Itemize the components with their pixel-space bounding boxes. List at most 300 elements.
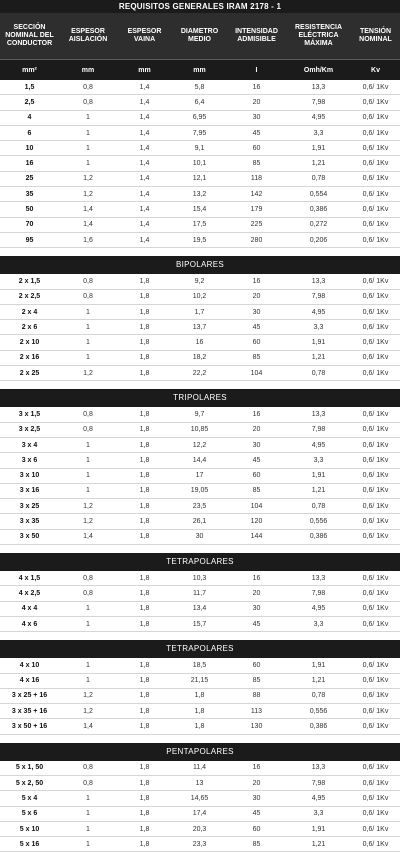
cell-diametro: 12,2 [192, 441, 207, 449]
cell-intensidad: 60 [252, 339, 261, 347]
cell-seccion: 3 x 35 [19, 518, 40, 526]
cell-aislacion: 1 [86, 472, 90, 480]
cell-diametro: 17 [195, 472, 204, 480]
cell-resistencia: 7,98 [311, 589, 326, 597]
cell-tension: 0,6/ 1Kv [362, 190, 389, 198]
cell-diametro: 18,2 [192, 354, 207, 362]
cell-intensidad: 85 [252, 840, 261, 848]
cell-seccion: 3 x 2,5 [18, 426, 41, 434]
cell-aislacion: 0,8 [83, 277, 93, 285]
cell-seccion: 3 x 1,5 [18, 410, 41, 418]
table-row [0, 423, 400, 438]
cell-seccion: 2,5 [24, 98, 35, 106]
cell-vaina: 1,4 [139, 160, 150, 168]
table-row [0, 571, 400, 586]
group-title: TRIPOLARES [0, 389, 400, 407]
cell-intensidad: 45 [252, 810, 261, 818]
cell-tension: 0,6/ 1Kv [362, 502, 389, 510]
header-espesor-vaina: ESPESOR VAINA [127, 28, 162, 43]
cell-vaina: 1,8 [139, 354, 150, 362]
cell-intensidad: 88 [252, 692, 261, 700]
cell-tension: 0,6/ 1Kv [362, 533, 389, 541]
cell-vaina: 1,8 [139, 605, 150, 613]
table-row [0, 233, 400, 248]
cell-vaina: 1,8 [139, 764, 150, 772]
cell-resistencia: 7,98 [311, 779, 326, 787]
cell-aislacion: 1 [86, 129, 90, 137]
cell-aislacion: 1,4 [83, 221, 93, 229]
cell-seccion: 5 x 1, 50 [15, 764, 44, 772]
cell-resistencia: 7,98 [311, 293, 326, 301]
cell-vaina: 1,8 [139, 487, 150, 495]
cell-vaina: 1,8 [139, 794, 150, 802]
cell-resistencia: 1,91 [311, 144, 326, 152]
cell-resistencia: 0,206 [309, 236, 328, 244]
cell-vaina: 1,8 [139, 707, 150, 715]
cell-diametro: 23,3 [192, 840, 207, 848]
table-row [0, 172, 400, 187]
cell-vaina: 1,8 [139, 456, 150, 464]
cell-aislacion: 1,2 [83, 707, 93, 715]
cell-vaina: 1,8 [139, 779, 150, 787]
cell-diametro: 22,2 [192, 369, 207, 377]
cell-aislacion: 0,8 [83, 779, 93, 787]
table-row [0, 822, 400, 837]
cell-diametro: 6,4 [194, 98, 205, 106]
cell-seccion: 2 x 2,5 [18, 293, 41, 301]
cell-diametro: 19,5 [192, 236, 207, 244]
cell-resistencia: 0,386 [309, 206, 328, 214]
cell-vaina: 1,8 [139, 692, 150, 700]
table-row [0, 274, 400, 289]
cell-seccion: 50 [25, 206, 34, 214]
cell-seccion: 5 x 10 [19, 825, 40, 833]
cell-vaina: 1,8 [139, 369, 150, 377]
cell-intensidad: 30 [252, 441, 261, 449]
cell-aislacion: 1 [86, 114, 90, 122]
cell-intensidad: 85 [252, 160, 261, 168]
table-row [0, 80, 400, 95]
cell-tension: 0,6/ 1Kv [362, 83, 389, 91]
cell-seccion: 4 [27, 114, 32, 122]
cell-resistencia: 13,3 [311, 410, 326, 418]
cell-resistencia: 1,21 [311, 840, 326, 848]
cell-aislacion: 1 [86, 354, 90, 362]
cell-diametro: 13 [195, 779, 204, 787]
cell-diametro: 13,7 [192, 323, 207, 331]
cell-aislacion: 1 [86, 661, 90, 669]
cell-aislacion: 1 [86, 794, 90, 802]
table-body [0, 80, 400, 852]
units-row [0, 60, 400, 80]
cell-intensidad: 16 [252, 83, 261, 91]
header-espesor-aislacion: ESPESOR AISLACIÓN [68, 28, 108, 43]
table-row [0, 586, 400, 601]
cell-diametro: 12,1 [192, 175, 207, 183]
cell-tension: 0,6/ 1Kv [362, 293, 389, 301]
cell-resistencia: 1,21 [311, 160, 326, 168]
cell-resistencia: 7,98 [311, 98, 326, 106]
table-row [0, 776, 400, 791]
cell-seccion: 2 x 16 [19, 354, 40, 362]
table-row [0, 187, 400, 202]
cell-vaina: 1,8 [139, 533, 150, 541]
cell-aislacion: 1 [86, 323, 90, 331]
cell-diametro: 13,4 [192, 605, 207, 613]
cell-vaina: 1,8 [139, 323, 150, 331]
table-row [0, 837, 400, 852]
cell-diametro: 19,05 [190, 487, 209, 495]
cell-resistencia: 4,95 [311, 605, 326, 613]
cell-tension: 0,6/ 1Kv [362, 441, 389, 449]
cell-diametro: 14,65 [190, 794, 209, 802]
cell-intensidad: 144 [250, 533, 263, 541]
table-row [0, 602, 400, 617]
cell-intensidad: 120 [250, 518, 263, 526]
unit-seccion: mm² [22, 66, 37, 74]
cell-intensidad: 16 [252, 764, 261, 772]
cell-diametro: 5,8 [194, 83, 205, 91]
cell-tension: 0,6/ 1Kv [362, 277, 389, 285]
cell-tension: 0,6/ 1Kv [362, 175, 389, 183]
cell-tension: 0,6/ 1Kv [362, 605, 389, 613]
table-row [0, 791, 400, 806]
cell-intensidad: 16 [252, 277, 261, 285]
cell-seccion: 16 [25, 160, 34, 168]
cell-tension: 0,6/ 1Kv [362, 308, 389, 316]
cell-intensidad: 45 [252, 620, 261, 628]
cell-vaina: 1,4 [139, 129, 150, 137]
cell-resistencia: 0,78 [311, 692, 326, 700]
table-row [0, 719, 400, 734]
cell-resistencia: 3,3 [313, 456, 324, 464]
cell-tension: 0,6/ 1Kv [362, 236, 389, 244]
cell-intensidad: 20 [252, 293, 261, 301]
cell-intensidad: 104 [250, 502, 263, 510]
cell-intensidad: 179 [250, 206, 263, 214]
cell-seccion: 5 x 2, 50 [15, 779, 44, 787]
cell-seccion: 3 x 25 + 16 [11, 692, 48, 700]
cell-tension: 0,6/ 1Kv [362, 692, 389, 700]
cell-resistencia: 7,98 [311, 426, 326, 434]
cell-intensidad: 85 [252, 487, 261, 495]
cell-diametro: 9,1 [194, 144, 205, 152]
cell-vaina: 1,8 [139, 410, 150, 418]
cell-vaina: 1,8 [139, 441, 150, 449]
cell-resistencia: 1,91 [311, 661, 326, 669]
cell-diametro: 6,95 [192, 114, 207, 122]
cell-aislacion: 0,8 [83, 98, 93, 106]
cell-vaina: 1,8 [139, 574, 150, 582]
cell-tension: 0,6/ 1Kv [362, 354, 389, 362]
cell-seccion: 3 x 10 [19, 472, 40, 480]
cell-aislacion: 1,4 [83, 206, 93, 214]
cell-diametro: 20,3 [192, 825, 207, 833]
table-row [0, 499, 400, 514]
cell-resistencia: 3,3 [313, 620, 324, 628]
unit-vaina: mm [138, 66, 151, 74]
cell-resistencia: 13,3 [311, 764, 326, 772]
cell-diametro: 26,1 [192, 518, 207, 526]
cell-vaina: 1,8 [139, 426, 150, 434]
cell-resistencia: 3,3 [313, 129, 324, 137]
cell-resistencia: 0,78 [311, 175, 326, 183]
cell-tension: 0,6/ 1Kv [362, 456, 389, 464]
table-row [0, 126, 400, 141]
cell-aislacion: 1 [86, 456, 90, 464]
cell-tension: 0,6/ 1Kv [362, 518, 389, 526]
cell-tension: 0,6/ 1Kv [362, 339, 389, 347]
table-row [0, 484, 400, 499]
cell-intensidad: 113 [250, 707, 263, 715]
cell-resistencia: 1,21 [311, 354, 326, 362]
table-row [0, 95, 400, 110]
cell-tension: 0,6/ 1Kv [362, 825, 389, 833]
cell-resistencia: 4,95 [311, 794, 326, 802]
cell-seccion: 10 [25, 144, 34, 152]
cell-seccion: 2 x 4 [21, 308, 38, 316]
cell-vaina: 1,8 [139, 677, 150, 685]
table-row [0, 438, 400, 453]
cell-resistencia: 0,272 [309, 221, 328, 229]
table-row [0, 453, 400, 468]
cell-intensidad: 45 [252, 129, 261, 137]
cell-diametro: 21,15 [190, 677, 209, 685]
cell-vaina: 1,8 [139, 518, 150, 526]
cell-vaina: 1,4 [139, 221, 150, 229]
cell-aislacion: 1,2 [83, 369, 93, 377]
cell-tension: 0,6/ 1Kv [362, 779, 389, 787]
cell-resistencia: 3,3 [313, 323, 324, 331]
table-row [0, 111, 400, 126]
cell-aislacion: 0,8 [83, 410, 93, 418]
cell-tension: 0,6/ 1Kv [362, 323, 389, 331]
cell-vaina: 1,4 [139, 114, 150, 122]
group-title: BIPOLARES [0, 256, 400, 274]
table-row [0, 407, 400, 422]
cell-diametro: 1,8 [194, 707, 205, 715]
cell-tension: 0,6/ 1Kv [362, 574, 389, 582]
cell-aislacion: 1,6 [83, 236, 93, 244]
cell-intensidad: 60 [252, 472, 261, 480]
cell-vaina: 1,4 [139, 206, 150, 214]
cell-resistencia: 0,78 [311, 369, 326, 377]
cell-intensidad: 104 [250, 369, 263, 377]
table-row [0, 202, 400, 217]
cell-seccion: 4 x 1,5 [18, 574, 41, 582]
cell-intensidad: 30 [252, 308, 261, 316]
cell-intensidad: 20 [252, 779, 261, 787]
cell-tension: 0,6/ 1Kv [362, 472, 389, 480]
column-header-row [0, 13, 400, 60]
cell-vaina: 1,4 [139, 144, 150, 152]
cell-seccion: 4 x 6 [21, 620, 38, 628]
cell-tension: 0,6/ 1Kv [362, 426, 389, 434]
cell-seccion: 4 x 16 [19, 677, 40, 685]
header-diametro-medio: DIAMETRO MEDIO [180, 28, 219, 43]
cell-resistencia: 3,3 [313, 810, 324, 818]
cell-aislacion: 1,2 [83, 190, 93, 198]
cell-intensidad: 45 [252, 456, 261, 464]
cell-vaina: 1,8 [139, 661, 150, 669]
cell-resistencia: 0,386 [309, 723, 328, 731]
cell-diametro: 10,3 [192, 574, 207, 582]
cell-intensidad: 20 [252, 98, 261, 106]
table-row [0, 761, 400, 776]
cell-vaina: 1,8 [139, 589, 150, 597]
cell-tension: 0,6/ 1Kv [362, 369, 389, 377]
cell-tension: 0,6/ 1Kv [362, 221, 389, 229]
cell-tension: 0,6/ 1Kv [362, 98, 389, 106]
cell-vaina: 1,4 [139, 98, 150, 106]
table-row [0, 290, 400, 305]
table-row [0, 689, 400, 704]
cell-aislacion: 1 [86, 825, 90, 833]
cell-tension: 0,6/ 1Kv [362, 677, 389, 685]
cell-intensidad: 85 [252, 677, 261, 685]
cell-seccion: 3 x 25 [19, 502, 40, 510]
cell-intensidad: 118 [250, 175, 263, 183]
cell-vaina: 1,8 [139, 825, 150, 833]
table-row [0, 807, 400, 822]
cell-vaina: 1,8 [139, 502, 150, 510]
group-spacer [0, 735, 400, 743]
cell-aislacion: 1 [86, 160, 90, 168]
cell-vaina: 1,8 [139, 293, 150, 301]
cell-intensidad: 30 [252, 605, 261, 613]
cell-seccion: 1,5 [24, 83, 35, 91]
cell-intensidad: 30 [252, 114, 261, 122]
header-resistencia-electrica: RESISTENCIA ELÉCTRICA MÁXIMA [294, 24, 343, 47]
cell-aislacion: 1 [86, 308, 90, 316]
cell-diametro: 17,4 [192, 810, 207, 818]
cell-diametro: 7,95 [192, 129, 207, 137]
cell-resistencia: 13,3 [311, 574, 326, 582]
cell-aislacion: 1,4 [83, 533, 93, 541]
cell-vaina: 1,4 [139, 175, 150, 183]
header-intensidad-admisible: INTENSIDAD ADMISIBLE [235, 28, 278, 43]
table-row [0, 156, 400, 171]
cell-resistencia: 0,556 [309, 518, 328, 526]
cell-resistencia: 0,386 [309, 533, 328, 541]
cell-seccion: 70 [25, 221, 34, 229]
cell-diametro: 23,5 [192, 502, 207, 510]
table-row [0, 366, 400, 381]
cell-intensidad: 130 [250, 723, 263, 731]
table-row [0, 704, 400, 719]
cell-resistencia: 1,91 [311, 339, 326, 347]
cell-resistencia: 4,95 [311, 308, 326, 316]
cell-tension: 0,6/ 1Kv [362, 810, 389, 818]
cell-diametro: 30 [195, 533, 204, 541]
cell-tension: 0,6/ 1Kv [362, 794, 389, 802]
cell-resistencia: 0,556 [309, 707, 328, 715]
table-row [0, 218, 400, 233]
cell-aislacion: 1 [86, 840, 90, 848]
cell-tension: 0,6/ 1Kv [362, 160, 389, 168]
table-row [0, 305, 400, 320]
cell-diametro: 16 [195, 339, 204, 347]
group-title: TETRAPOLARES [0, 553, 400, 571]
group-title: TETRAPOLARES [0, 640, 400, 658]
cell-aislacion: 1,4 [83, 723, 93, 731]
cell-intensidad: 20 [252, 426, 261, 434]
cell-seccion: 4 x 2,5 [18, 589, 41, 597]
cell-aislacion: 0,8 [83, 83, 93, 91]
cell-seccion: 3 x 50 + 16 [11, 723, 48, 731]
cell-diametro: 9,2 [194, 277, 205, 285]
cell-vaina: 1,4 [139, 190, 150, 198]
table-row [0, 469, 400, 484]
cell-tension: 0,6/ 1Kv [362, 723, 389, 731]
cell-diametro: 14,4 [192, 456, 207, 464]
cell-vaina: 1,8 [139, 308, 150, 316]
table-row [0, 141, 400, 156]
cell-aislacion: 1 [86, 144, 90, 152]
cell-aislacion: 1,2 [83, 518, 93, 526]
cell-resistencia: 4,95 [311, 441, 326, 449]
cell-seccion: 35 [25, 190, 34, 198]
cell-vaina: 1,8 [139, 277, 150, 285]
cell-diametro: 1,7 [194, 308, 205, 316]
cell-tension: 0,6/ 1Kv [362, 764, 389, 772]
cell-tension: 0,6/ 1Kv [362, 206, 389, 214]
table-row [0, 320, 400, 335]
cell-diametro: 11,7 [192, 589, 207, 597]
cell-tension: 0,6/ 1Kv [362, 144, 389, 152]
cell-seccion: 2 x 1,5 [18, 277, 41, 285]
cell-seccion: 2 x 10 [19, 339, 40, 347]
table-row [0, 530, 400, 545]
group-title: PENTAPOLARES [0, 743, 400, 761]
cell-resistencia: 13,3 [311, 83, 326, 91]
cell-diametro: 15,4 [192, 206, 207, 214]
unit-aislacion: mm [81, 66, 95, 74]
cell-seccion: 4 x 10 [19, 661, 40, 669]
cell-diametro: 10,1 [192, 160, 207, 168]
cell-diametro: 11,4 [192, 764, 207, 772]
cell-intensidad: 60 [252, 661, 261, 669]
cell-aislacion: 0,8 [83, 764, 93, 772]
group-spacer [0, 248, 400, 256]
cell-resistencia: 13,3 [311, 277, 326, 285]
cell-seccion: 5 x 16 [19, 840, 40, 848]
cell-diametro: 13,2 [192, 190, 207, 198]
cell-seccion: 3 x 35 + 16 [11, 707, 48, 715]
cell-seccion: 3 x 4 [21, 441, 38, 449]
cell-aislacion: 1 [86, 677, 90, 685]
cell-intensidad: 280 [250, 236, 263, 244]
cell-diametro: 1,8 [194, 723, 205, 731]
cell-tension: 0,6/ 1Kv [362, 410, 389, 418]
cell-resistencia: 4,95 [311, 114, 326, 122]
table-row [0, 335, 400, 350]
cell-seccion: 3 x 16 [19, 487, 40, 495]
cell-intensidad: 142 [250, 190, 263, 198]
cell-intensidad: 16 [252, 410, 261, 418]
cell-intensidad: 225 [250, 221, 263, 229]
table-row [0, 351, 400, 366]
cell-aislacion: 0,8 [83, 293, 93, 301]
cell-aislacion: 1 [86, 810, 90, 818]
cell-seccion: 5 x 4 [21, 794, 38, 802]
cell-aislacion: 1 [86, 441, 90, 449]
cell-diametro: 10,2 [192, 293, 207, 301]
cell-diametro: 15,7 [192, 620, 207, 628]
cell-vaina: 1,4 [139, 83, 150, 91]
cell-resistencia: 1,91 [311, 825, 326, 833]
cell-diametro: 1,8 [194, 692, 205, 700]
